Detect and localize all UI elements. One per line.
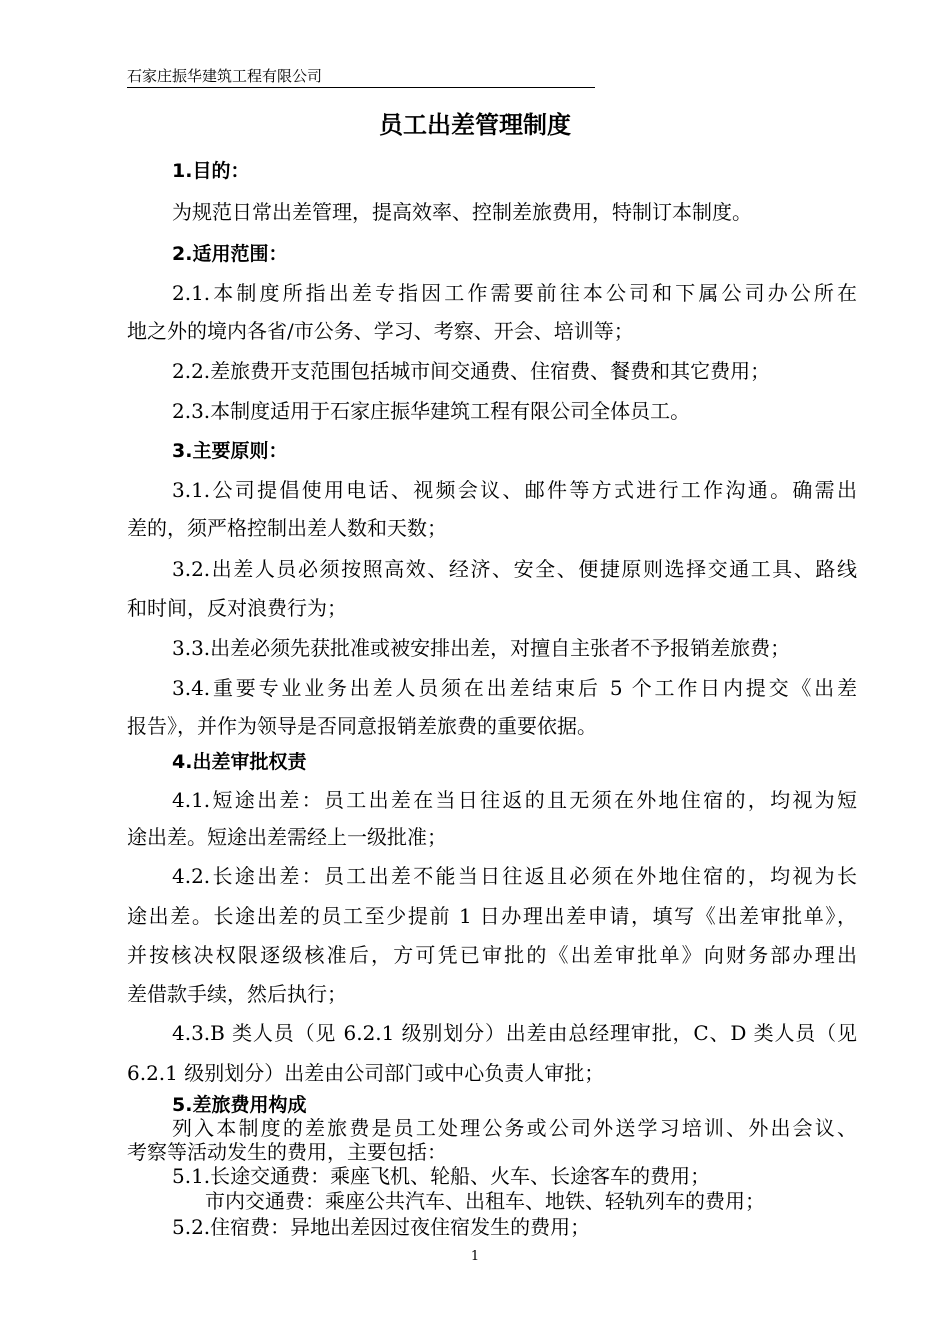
paragraph-3-4-line2: 报告》，并作为领导是否同意报销差旅费的重要依据。 bbox=[127, 714, 597, 738]
paragraph-3-3: 3.3.出差必须先获批准或被安排出差，对擅自主张者不予报销差旅费； bbox=[172, 636, 791, 660]
paragraph-5-intro-line1: 列入本制度的差旅费是员工处理公务或公司外送学习培训、外出会议、 bbox=[172, 1116, 857, 1140]
page-header-company: 石家庄振华建筑工程有限公司 bbox=[127, 66, 595, 88]
section-heading-expenses: 5.差旅费用构成 bbox=[172, 1094, 307, 1116]
paragraph-5-2: 5.2.住宿费：异地出差因过夜住宿发生的费用； bbox=[172, 1215, 591, 1239]
section-heading-principles: 3.主要原则： bbox=[172, 440, 288, 462]
page-number: 1 bbox=[470, 1249, 480, 1264]
paragraph-purpose: 为规范日常出差管理，提高效率、控制差旅费用，特制订本制度。 bbox=[172, 200, 752, 224]
paragraph-4-2-line1: 4.2.长途出差：员工出差不能当日往返且必须在外地住宿的，均视为长 bbox=[172, 864, 857, 888]
paragraph-3-1-line2: 差的，须严格控制出差人数和天数； bbox=[127, 516, 447, 540]
paragraph-4-3-line1: 4.3.B 类人员（见 6.2.1 级别划分）出差由总经理审批，C、D 类人员（见 bbox=[172, 1021, 857, 1045]
paragraph-5-intro-line2: 考察等活动发生的费用，主要包括： bbox=[127, 1140, 447, 1164]
section-heading-scope: 2.适用范围： bbox=[172, 243, 288, 265]
document-title: 员工出差管理制度 bbox=[379, 111, 571, 139]
paragraph-4-1-line2: 途出差。短途出差需经上一级批准； bbox=[127, 825, 447, 849]
section-heading-purpose: 1.目的： bbox=[172, 160, 250, 182]
paragraph-3-2-line1: 3.2.出差人员必须按照高效、经济、安全、便捷原则选择交通工具、路线 bbox=[172, 557, 857, 581]
paragraph-2-3: 2.3.本制度适用于石家庄振华建筑工程有限公司全体员工。 bbox=[172, 399, 691, 423]
paragraph-5-1-line1: 5.1.长途交通费：乘座飞机、轮船、火车、长途客车的费用； bbox=[172, 1164, 711, 1188]
paragraph-2-2: 2.2.差旅费开支范围包括城市间交通费、住宿费、餐费和其它费用； bbox=[172, 359, 771, 383]
paragraph-3-1-line1: 3.1.公司提倡使用电话、视频会议、邮件等方式进行工作沟通。确需出 bbox=[172, 478, 857, 502]
paragraph-5-1-line2: 市内交通费：乘座公共汽车、出租车、地铁、轻轨列车的费用； bbox=[205, 1189, 765, 1213]
paragraph-3-2-line2: 和时间，反对浪费行为； bbox=[127, 596, 347, 620]
section-heading-approval: 4.出差审批权责 bbox=[172, 751, 307, 773]
paragraph-2-1-line1: 2.1.本制度所指出差专指因工作需要前往本公司和下属公司办公所在 bbox=[172, 281, 857, 305]
paragraph-4-2-line3: 并按核决权限逐级核准后，方可凭已审批的《出差审批单》向财务部办理出 bbox=[127, 943, 857, 967]
paragraph-4-2-line4: 差借款手续，然后执行； bbox=[127, 982, 347, 1006]
paragraph-4-3-line2: 6.2.1 级别划分）出差由公司部门或中心负责人审批； bbox=[127, 1061, 605, 1085]
paragraph-4-2-line2: 途出差。长途出差的员工至少提前 1 日办理出差申请，填写《出差审批单》， bbox=[127, 904, 857, 928]
paragraph-4-1-line1: 4.1.短途出差：员工出差在当日往返的且无须在外地住宿的，均视为短 bbox=[172, 788, 857, 812]
paragraph-2-1-line2: 地之外的境内各省/市公务、学习、考察、开会、培训等； bbox=[127, 319, 634, 343]
paragraph-3-4-line1: 3.4.重要专业业务出差人员须在出差结束后 5 个工作日内提交《出差 bbox=[172, 676, 857, 700]
